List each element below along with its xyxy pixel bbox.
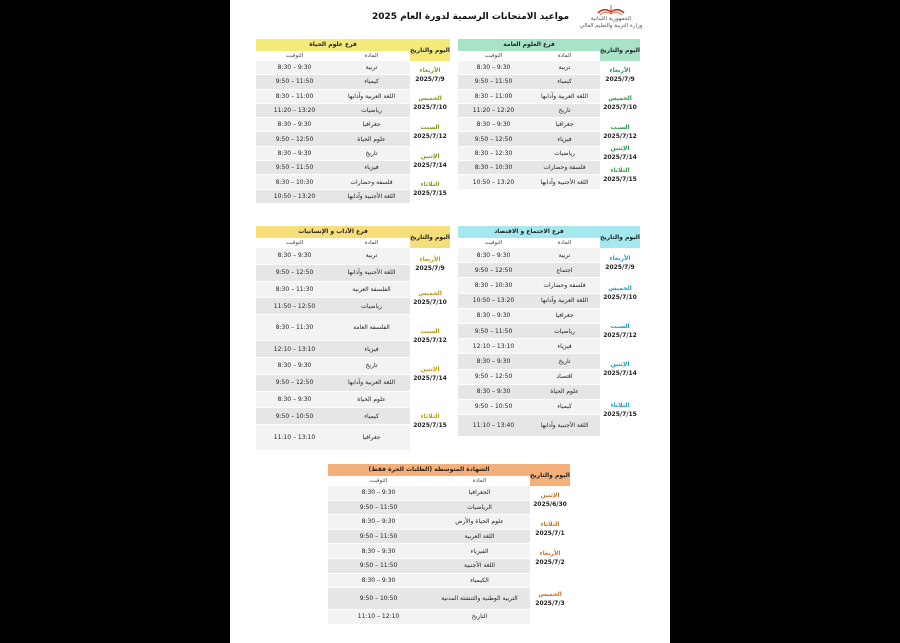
time-cell: 9:50 – 10:50 [474, 403, 513, 411]
subject-cell: اللغة الأجنبية وآدابها [347, 192, 396, 200]
day-date: 2025/7/12 [603, 132, 637, 140]
panel-body [458, 248, 640, 437]
rows-column [256, 61, 410, 204]
time-cell: 9:50 – 11:50 [359, 533, 398, 541]
time-cell: 9:50 – 12:50 [474, 135, 513, 143]
table-row [256, 190, 410, 204]
table-row [458, 132, 600, 146]
table-row [328, 610, 530, 625]
day-name: الأربعاء [419, 256, 441, 264]
time-cell: 11:20 – 12:20 [472, 107, 515, 115]
day-column [600, 61, 640, 190]
subject-cell: تاريخ [558, 107, 571, 115]
day-cell [600, 90, 640, 119]
day-date: 2025/7/15 [603, 175, 637, 183]
table-row [256, 341, 410, 358]
day-cell [600, 278, 640, 308]
table-row [256, 375, 410, 392]
subject-cell: فيزياء [364, 164, 379, 172]
subject-cell: رياضيات [554, 149, 575, 157]
day-cell [530, 574, 570, 625]
day-name: الثلاثاء [610, 166, 630, 174]
day-date: 2025/7/3 [535, 599, 565, 607]
table-row [458, 104, 600, 118]
header-main [328, 464, 530, 486]
table-row [458, 175, 600, 189]
day-name: السبت [420, 123, 440, 131]
time-cell: 11:20 – 13:20 [273, 107, 316, 115]
subject-cell: جغرافيا [555, 121, 574, 129]
header-main [256, 226, 410, 248]
header-day-date: اليوم والتاريخ [410, 39, 450, 61]
day-date: 2025/7/1 [535, 530, 565, 538]
table-row [458, 370, 600, 385]
day-name: الإثنين [610, 361, 630, 369]
time-cell: 9:50 – 12:50 [275, 379, 314, 387]
table-row [458, 75, 600, 89]
schedule-humanities [256, 226, 450, 451]
day-cell [410, 175, 450, 204]
time-cell: 9:50 – 11:50 [275, 164, 314, 172]
subject-cell: فيزياء [364, 345, 379, 353]
header-subject: المادة [472, 478, 487, 484]
day-date: 2025/6/30 [533, 501, 567, 509]
time-cell: 9:50 – 11:50 [359, 562, 398, 570]
day-name: الثلاثاء [420, 412, 440, 420]
table-row [458, 415, 600, 437]
schedule-brevet [328, 464, 570, 625]
day-date: 2025/7/15 [413, 421, 447, 429]
table-row [256, 265, 410, 282]
time-cell: 9:50 – 11:50 [359, 503, 398, 511]
table-row [458, 385, 600, 400]
header-subject: المادة [364, 240, 379, 246]
table-row [256, 147, 410, 161]
day-name: الخميس [418, 95, 442, 103]
header-subcolumns [256, 51, 410, 61]
day-cell [410, 392, 450, 452]
day-name: الإثنين [540, 492, 560, 500]
table-row [256, 132, 410, 146]
document-header [230, 0, 670, 34]
time-cell: 9:50 – 11:50 [474, 78, 513, 86]
time-cell: 11:10 – 12:10 [357, 613, 400, 621]
table-row [256, 408, 410, 425]
rows-column [458, 248, 600, 437]
day-name: الثلاثاء [420, 181, 440, 189]
subject-cell: اللغة الأجنبية وآدابها [540, 178, 589, 186]
subject-cell: الفلسفة العامة [353, 324, 390, 332]
header-main [256, 39, 410, 61]
table-row [458, 61, 600, 75]
time-cell: 8:30 – 9:30 [277, 252, 312, 260]
time-cell: 8:30 – 9:30 [277, 64, 312, 72]
table-row [458, 309, 600, 324]
day-date: 2025/7/10 [603, 104, 637, 112]
panel-body [256, 61, 450, 204]
subject-cell: كيمياء [364, 78, 379, 86]
subject-cell: رياضيات [554, 327, 575, 335]
time-cell: 8:30 – 11:00 [275, 92, 314, 100]
table-row [328, 588, 530, 610]
book-logo-icon [596, 4, 626, 16]
panel-body [256, 248, 450, 451]
table-row [458, 248, 600, 263]
day-cell [410, 248, 450, 282]
subject-cell: الرياضيات [467, 503, 492, 511]
rows-column [256, 248, 410, 451]
panel-title: فرع علوم الحياة [256, 39, 410, 51]
subject-cell: تربية [558, 64, 571, 72]
day-date: 2025/7/10 [413, 104, 447, 112]
document-title: مواعيد الامتحانات الرسمية لدورة العام 2025 [372, 12, 570, 22]
time-cell: 8:30 – 9:30 [361, 489, 396, 497]
ministry-logo [566, 4, 656, 32]
day-name: السبت [420, 328, 440, 336]
header-subcolumns [256, 238, 410, 248]
subject-cell: اقتصاد [556, 373, 573, 381]
subject-cell: جغرافيا [555, 312, 574, 320]
subject-cell: التاريخ [471, 613, 488, 621]
time-cell: 9:50 – 12:50 [474, 266, 513, 274]
subject-cell: اللغة الأجنبية وآدابها [540, 422, 589, 430]
subject-cell: تربية [365, 252, 378, 260]
header-time: التوقيت [484, 240, 503, 246]
day-name: السبت [610, 323, 630, 331]
day-date: 2025/7/9 [605, 75, 635, 83]
day-cell [410, 118, 450, 147]
day-date: 2025/7/10 [603, 294, 637, 302]
day-name: الأربعاء [539, 550, 561, 558]
day-cell [410, 61, 450, 90]
day-cell [410, 90, 450, 119]
header-subject: المادة [557, 53, 572, 59]
table-row [256, 248, 410, 265]
day-name: الخميس [608, 95, 632, 103]
header-time: التوقيت [369, 478, 388, 484]
time-cell: 8:30 – 12:30 [474, 149, 513, 157]
day-cell [600, 354, 640, 384]
schedule-general-sciences [458, 39, 640, 190]
subject-cell: علوم الحياة [357, 135, 386, 143]
subject-cell: فيزياء [557, 342, 572, 350]
subject-cell: اللغة العربية وآدابها [541, 297, 588, 305]
day-cell [530, 486, 570, 515]
time-cell: 8:30 – 11:30 [275, 285, 314, 293]
day-name: الإثنين [420, 152, 440, 160]
day-date: 2025/7/12 [413, 132, 447, 140]
time-cell: 11:10 – 13:10 [273, 434, 316, 442]
table-row [256, 75, 410, 89]
header-day-date: اليوم والتاريخ [530, 464, 570, 486]
subject-cell: كيمياء [557, 403, 572, 411]
day-name: الأربعاء [419, 66, 441, 74]
day-name: الخميس [608, 285, 632, 293]
time-cell: 8:30 – 11:00 [474, 92, 513, 100]
day-date: 2025/7/14 [603, 154, 637, 162]
day-cell [600, 385, 640, 437]
subject-cell: الفلسفة العربية [352, 285, 391, 293]
subject-cell: اللغة العربية وآدابها [541, 92, 588, 100]
header-day-date: اليوم والتاريخ [410, 226, 450, 248]
subject-cell: رياضيات [361, 302, 382, 310]
day-date: 2025/7/12 [413, 337, 447, 345]
subject-cell: علوم الحياة والأرض [455, 518, 504, 526]
table-row [256, 298, 410, 315]
table-row [328, 574, 530, 589]
day-name: الإثنين [610, 145, 630, 153]
time-cell: 10:50 – 13:20 [273, 192, 316, 200]
time-cell: 8:30 – 10:30 [474, 281, 513, 289]
header-main [458, 226, 600, 248]
day-cell [530, 544, 570, 573]
day-date: 2025/7/14 [413, 161, 447, 169]
time-cell: 9:50 – 12:50 [474, 373, 513, 381]
panel-body [328, 486, 570, 625]
subject-cell: تاريخ [365, 362, 378, 370]
time-cell: 8:30 – 9:30 [476, 251, 511, 259]
time-cell: 9:50 – 10:50 [275, 412, 314, 420]
table-row [328, 530, 530, 545]
time-cell: 12:10 – 13:10 [273, 345, 316, 353]
panel-header [458, 39, 640, 61]
logo-line-ministry: وزارة التربية والتعليم العالي [579, 22, 643, 29]
table-row [458, 263, 600, 278]
time-cell: 12:10 – 13:10 [472, 342, 515, 350]
table-row [256, 392, 410, 409]
time-cell: 8:30 – 9:30 [277, 395, 312, 403]
header-subcolumns [458, 51, 600, 61]
table-row [328, 515, 530, 530]
day-date: 2025/7/15 [413, 190, 447, 198]
time-cell: 8:30 – 9:30 [361, 576, 396, 584]
subject-cell: اللغة العربية [464, 533, 495, 541]
table-row [458, 354, 600, 369]
time-cell: 8:30 – 9:30 [277, 362, 312, 370]
subject-cell: كيمياء [557, 78, 572, 86]
subject-cell: الجغرافيا [468, 489, 491, 497]
header-main [458, 39, 600, 61]
time-cell: 9:50 – 12:50 [275, 269, 314, 277]
table-row [328, 501, 530, 516]
time-cell: 8:30 – 11:30 [275, 324, 314, 332]
panel-title: فرع الآداب و الإنسانيات [256, 226, 410, 238]
subject-cell: الكيمياء [470, 576, 489, 584]
day-column [530, 486, 570, 625]
time-cell: 8:30 – 9:30 [361, 518, 396, 526]
table-row [458, 400, 600, 415]
header-subcolumns [458, 238, 600, 248]
table-row [458, 339, 600, 354]
day-name: الثلاثاء [610, 402, 630, 410]
panel-header [328, 464, 570, 486]
subject-cell: تاريخ [365, 149, 378, 157]
subject-cell: رياضيات [361, 107, 382, 115]
document-page [230, 0, 670, 643]
time-cell: 10:50 – 13:20 [472, 178, 515, 186]
table-row [458, 118, 600, 132]
day-column [410, 248, 450, 451]
subject-cell: فلسفة وحضارات [543, 281, 586, 289]
subject-cell: اجتماع [556, 266, 573, 274]
time-cell: 8:30 – 9:30 [277, 149, 312, 157]
time-cell: 10:50 – 13:20 [472, 297, 515, 305]
day-cell [600, 309, 640, 355]
table-row [256, 104, 410, 118]
day-name: الخميس [418, 289, 442, 297]
logo-line-republic: الجمهورية اللبنانية [590, 16, 632, 22]
day-date: 2025/7/10 [413, 298, 447, 306]
table-row [256, 161, 410, 175]
panel-title: فرع الاجتماع و الاقتصاد [458, 226, 600, 238]
day-cell [410, 147, 450, 176]
table-row [458, 147, 600, 161]
day-date: 2025/7/15 [603, 411, 637, 419]
subject-cell: التربية الوطنية والتنشئة المدنية [441, 595, 518, 603]
day-date: 2025/7/14 [603, 370, 637, 378]
day-cell [410, 315, 450, 358]
day-cell [600, 147, 640, 161]
rows-column [328, 486, 530, 625]
subject-cell: الفيزياء [470, 547, 489, 555]
table-row [328, 486, 530, 501]
time-cell: 8:30 – 10:30 [474, 164, 513, 172]
time-cell: 8:30 – 9:30 [476, 312, 511, 320]
day-date: 2025/7/9 [605, 263, 635, 271]
day-cell [410, 282, 450, 316]
subject-cell: اللغة العربية وآدابها [348, 92, 395, 100]
time-cell: 8:30 – 9:30 [361, 547, 396, 555]
subject-cell: علوم الحياة [357, 395, 386, 403]
table-row [256, 315, 410, 341]
table-row [458, 278, 600, 293]
subject-cell: جغرافيا [362, 434, 381, 442]
time-cell: 8:30 – 9:30 [476, 121, 511, 129]
header-time: التوقيت [285, 240, 304, 246]
table-row [256, 282, 410, 299]
time-cell: 9:50 – 11:50 [474, 327, 513, 335]
time-cell: 8:30 – 9:30 [476, 388, 511, 396]
header-subcolumns [328, 476, 530, 486]
time-cell: 8:30 – 10:30 [275, 178, 314, 186]
table-row [328, 559, 530, 574]
schedule-sociology-economics [458, 226, 640, 437]
time-cell: 9:50 – 10:50 [359, 595, 398, 603]
time-cell: 8:30 – 9:30 [476, 357, 511, 365]
subject-cell: جغرافيا [362, 121, 381, 129]
table-row [458, 90, 600, 104]
day-column [410, 61, 450, 204]
day-date: 2025/7/9 [415, 265, 445, 273]
header-time: التوقيت [484, 53, 503, 59]
subject-cell: كيمياء [364, 412, 379, 420]
day-name: الإثنين [420, 366, 440, 374]
table-row [256, 118, 410, 132]
header-day-date: اليوم والتاريخ [600, 39, 640, 61]
table-row [458, 324, 600, 339]
day-cell [600, 118, 640, 147]
table-row [458, 161, 600, 175]
schedule-life-sciences [256, 39, 450, 204]
header-day-date: اليوم والتاريخ [600, 226, 640, 248]
subject-cell: اللغة الأجنبية [464, 562, 495, 570]
time-cell: 9:50 – 11:50 [275, 78, 314, 86]
rows-column [458, 61, 600, 190]
day-cell [530, 515, 570, 544]
subject-cell: فلسفة وحضارات [543, 164, 586, 172]
day-cell [410, 358, 450, 392]
time-cell: 11:50 – 12:50 [273, 302, 316, 310]
subject-cell: فيزياء [557, 135, 572, 143]
table-row [256, 358, 410, 375]
subject-cell: علوم الحياة [550, 388, 579, 396]
day-cell [600, 161, 640, 190]
day-date: 2025/7/14 [413, 375, 447, 383]
header-subject: المادة [557, 240, 572, 246]
time-cell: 8:30 – 9:30 [476, 64, 511, 72]
table-row [256, 175, 410, 189]
day-date: 2025/7/2 [535, 559, 565, 567]
subject-cell: اللغة الأجنبية وآدابها [347, 269, 396, 277]
day-name: الثلاثاء [540, 521, 560, 529]
panel-title: الشهادة المتوسطة (الطلبات الحرة فقط) [328, 464, 530, 476]
panel-header [256, 39, 450, 61]
day-date: 2025/7/12 [603, 332, 637, 340]
time-cell: 8:30 – 9:30 [277, 121, 312, 129]
table-row [458, 294, 600, 309]
table-row [256, 61, 410, 75]
day-name: السبت [610, 123, 630, 131]
panel-header [256, 226, 450, 248]
subject-cell: اللغة العربية وآدابها [348, 379, 395, 387]
subject-cell: فلسفة وحضارات [350, 178, 393, 186]
day-name: الأربعاء [609, 66, 631, 74]
subject-cell: تاريخ [558, 357, 571, 365]
time-cell: 9:50 – 12:50 [275, 135, 314, 143]
table-row [256, 90, 410, 104]
table-row [256, 425, 410, 451]
day-cell [600, 248, 640, 278]
subject-cell: تربية [365, 64, 378, 72]
day-date: 2025/7/9 [415, 75, 445, 83]
panel-header [458, 226, 640, 248]
header-subject: المادة [364, 53, 379, 59]
header-time: التوقيت [285, 53, 304, 59]
day-column [600, 248, 640, 437]
day-name: الأربعاء [609, 254, 631, 262]
time-cell: 11:10 – 13:40 [472, 422, 515, 430]
table-row [328, 544, 530, 559]
day-cell [600, 61, 640, 90]
subject-cell: تربية [558, 251, 571, 259]
panel-body [458, 61, 640, 190]
day-name: الخميس [538, 590, 562, 598]
panel-title: فرع العلوم العامة [458, 39, 600, 51]
